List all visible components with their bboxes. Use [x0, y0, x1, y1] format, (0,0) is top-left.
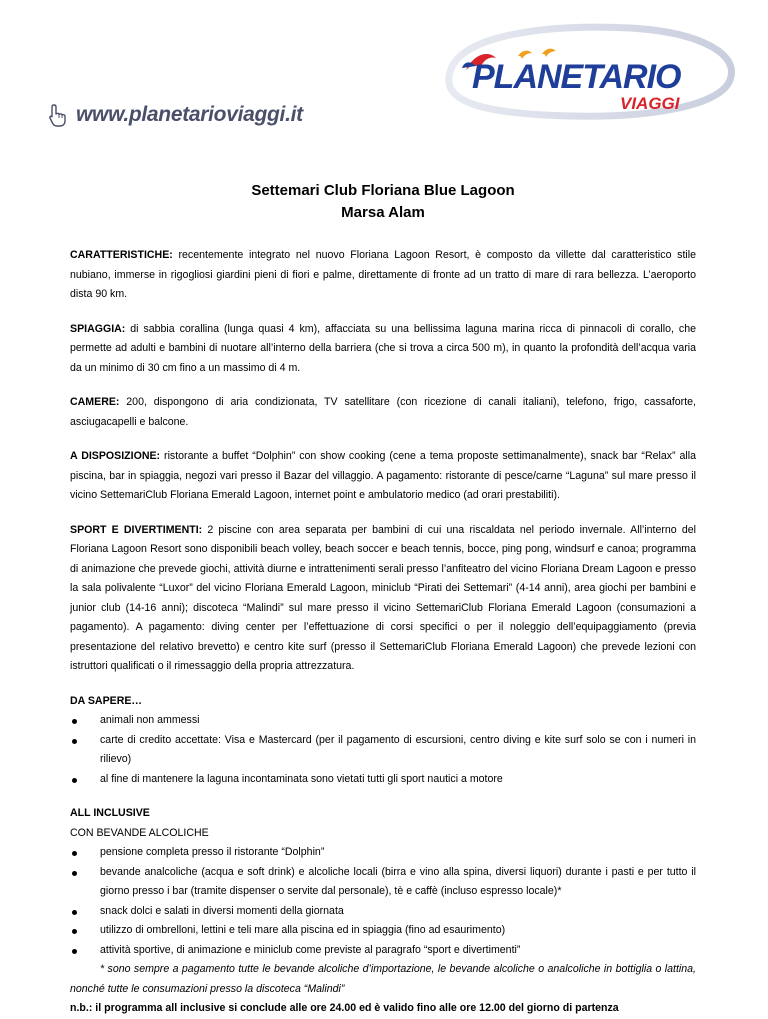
section-caratteristiche [70, 246, 696, 305]
planetario-logo [430, 20, 742, 120]
all-inclusive-heading: ALL INCLUSIVE [70, 807, 150, 819]
section-disposizione [70, 447, 696, 506]
brand-subtitle: VIAGGI [620, 94, 680, 113]
note-text: * sono sempre a pagamento tutte le bevande alcoliche d’importazione, le bevande alcoliche o analcoliche in bottiglia o lattina, nonché tutte le consumazioni presso la discoteca “Malindi” [70, 963, 696, 995]
section-text: recentemente integrato nel nuovo Floriana Lagoon Resort, è composto da villette dal caratteristico stile nubiano, immerse in rigogliosi giardini pieni di fiori e palme, direttamente di fronte ad un tratto di mare di rara bellezza. L’aeroporto dista 90 km. [70, 249, 696, 300]
section-text: di sabbia corallina (lunga quasi 4 km), affacciata su una bellissima laguna marina ricca di pinnacoli di corallo, che permette ad adulti e bambini di nuotare all’interno della barriera (che si trova a circa 500 m), in quanto la profondità dell’acqua varia da un minimo di 30 cm fino a un massimo di 4 m. [70, 322, 696, 374]
title-line-2: Marsa Alam [341, 204, 425, 221]
all-inclusive-nb: n.b.: il programma all inclusive si conclude alle ore 24.00 ed è valido fino alle ore 12.00 del giorno di partenza [70, 1002, 619, 1014]
section-spiaggia [70, 320, 696, 379]
section-text: 2 piscine con area separata per bambini di cui una riscaldata nel periodo invernale. All’interno del Floriana Lagoon Resort sono disponibili beach volley, beach soccer e beach tennis, bocce, ping pong, windsurf e canoa; programma di animazione che prevede giochi, attività diurne e intrattenimenti serali presso l’anfiteatro del vicino Floriana Dream Lagoon e presso la sala polivalente “Luxor” del vicino Floriana Emerald Lagoon, miniclub “Pirati dei Settemari” (4-14 anni), area giochi per bambini e junior club (14-16 anni); discoteca “Malindi” sul mare presso il vicino SettemariClub Floriana Emerald Lagoon (consumazioni a pagamento). A pagamento: diving center per l’effettuazione di corsi specifici o per il noleggio dell’equipaggiamento (previa presentazione del relativo brevetto) e centro kite surf (presso il SettemariClub Floriana Emerald Lagoon) che prevede lezioni con istruttori qualificati o il rimessaggio della propria attrezzatura. [70, 523, 696, 672]
title-line-1: Settemari Club Floriana Blue Lagoon [251, 182, 515, 199]
website-url: www.planetarioviaggi.it [76, 103, 303, 126]
page-header [0, 0, 768, 140]
section-sport [70, 521, 696, 677]
list-item: snack dolci e salati in diversi momenti della giornata [70, 902, 696, 922]
section-label: A DISPOSIZIONE: [70, 450, 161, 462]
list-item: bevande analcoliche (acqua e soft drink) e alcoliche locali (birra e vino alla spina, diversi liquori) durante i pasti e per tutto il giorno presso i bar (tramite dispenser o servite dal personale), tè e caffè (incluso espresso locale)* [70, 863, 696, 902]
section-label: CAMERE: [70, 396, 120, 408]
da-sapere-heading: DA SAPERE… [70, 694, 143, 707]
document-title [70, 180, 696, 224]
list-item: pensione completa presso il ristorante “Dolphin” [70, 843, 696, 863]
all-inclusive-subheading: CON BEVANDE ALCOLICHE [70, 826, 209, 839]
list-item: utilizzo di ombrelloni, lettini e teli mare alla piscina ed in spiaggia (fino ad esaurimento) [70, 921, 696, 941]
website-link[interactable] [48, 103, 303, 127]
section-text: 200, dispongono di aria condizionata, TV satellitare (con ricezione di canali italiani), telefono, frigo, cassaforte, asciugacapelli e balcone. [70, 396, 696, 428]
all-inclusive-note [70, 960, 696, 999]
list-item: carte di credito accettate: Visa e Mastercard (per il pagamento di escursioni, centro diving e kite surf solo se con i numeri in rilievo) [70, 731, 696, 770]
list-item: attività sportive, di animazione e miniclub come previste al paragrafo “sport e divertimenti” [70, 941, 696, 961]
all-inclusive-list [70, 843, 696, 960]
pointing-hand-icon [48, 103, 70, 127]
list-item: animali non ammessi [70, 711, 696, 731]
section-label: SPORT E DIVERTIMENTI: [70, 523, 203, 536]
brand-name: PLANETARIO [472, 58, 681, 96]
section-camere [70, 393, 696, 432]
list-item: al fine di mantenere la laguna incontaminata sono vietati tutti gli sport nautici a motore [70, 770, 696, 790]
section-label: CARATTERISTICHE: [70, 249, 173, 261]
section-text: ristorante a buffet “Dolphin” con show cooking (cene a tema proposte settimanalmente), snack bar “Relax” alla piscina, bar in spiaggia, negozi vari presso il Bazar del villaggio. A pagamento: ristorante di pesce/carne “Laguna” sul mare presso il vicino SettemariClub Floriana Emerald Lagoon, internet point e ambulatorio medico (ad orari prestabiliti). [70, 450, 697, 501]
document-body [70, 180, 696, 1019]
da-sapere-list [70, 711, 696, 789]
section-label: SPIAGGIA: [70, 322, 126, 335]
